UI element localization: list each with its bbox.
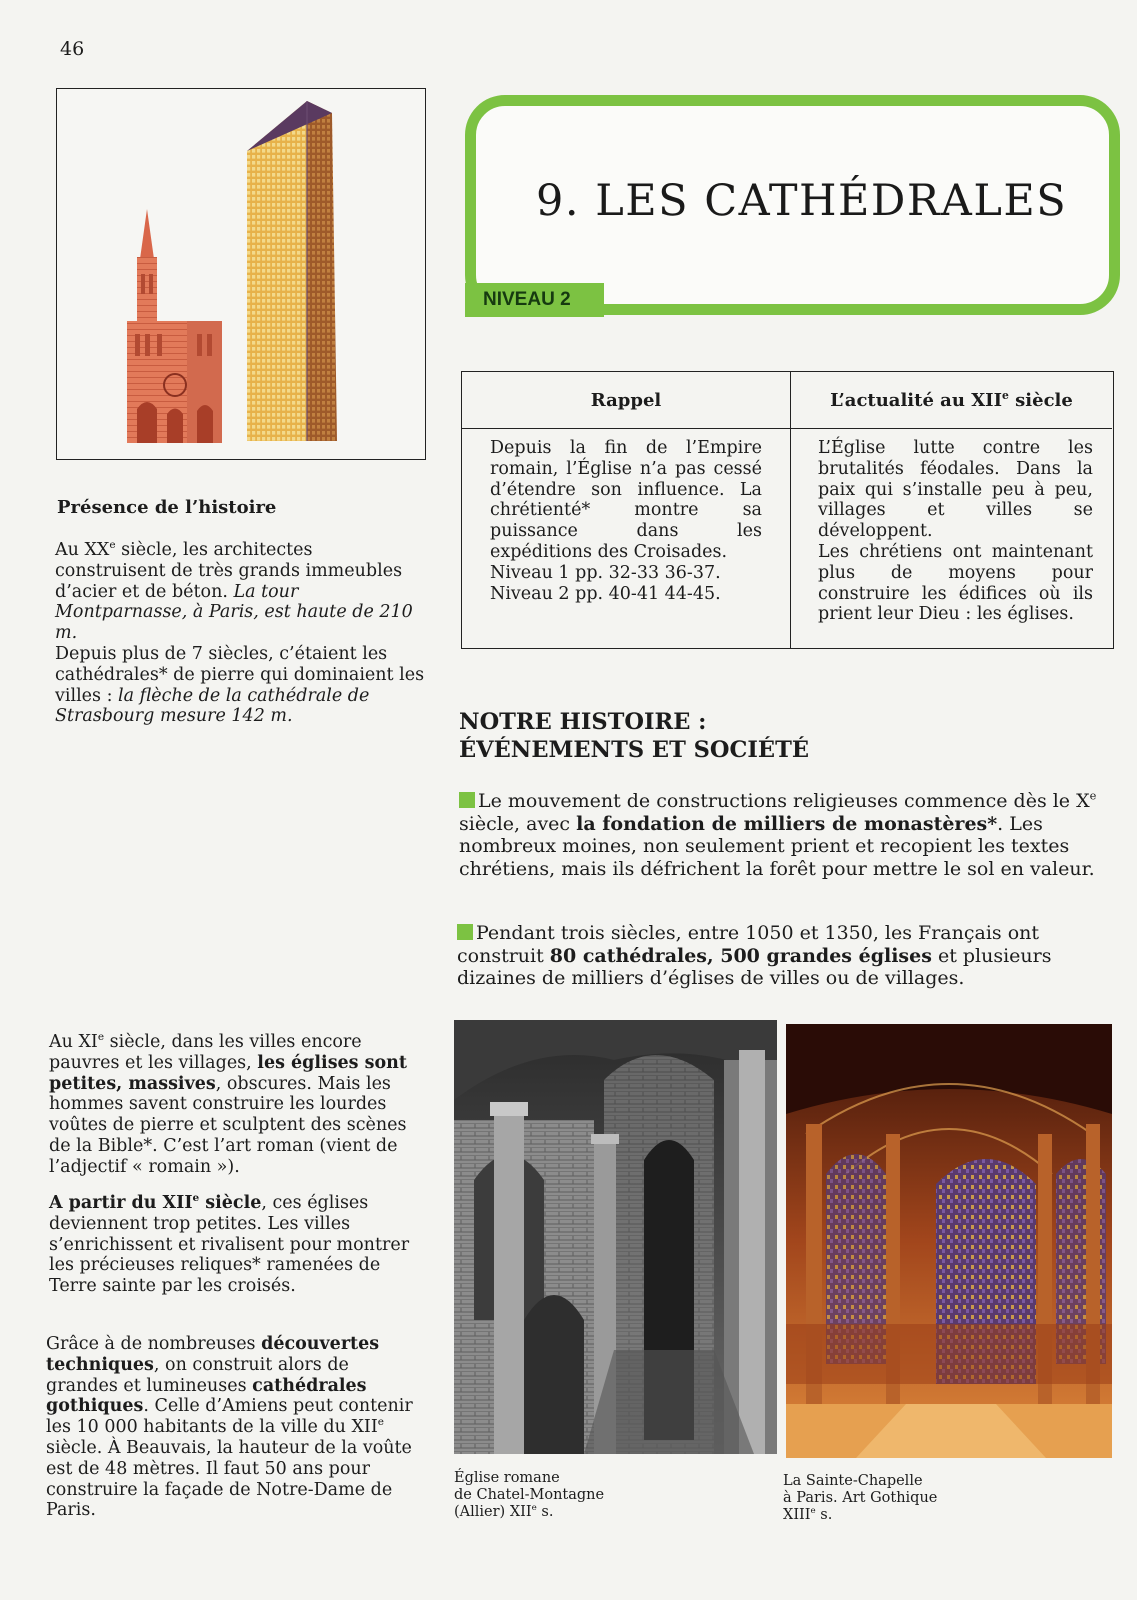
- sainte-chapelle-image: [786, 1024, 1112, 1458]
- photo-eglise-romane: [454, 1020, 777, 1454]
- caption-sainte-chapelle: La Sainte-Chapelle à Paris. Art Gothique XIIIe s.: [783, 1473, 938, 1523]
- histoire-paragraph-2: Pendant trois siècles, entre 1050 et 1350, les Français ont construit 80 cathédrales, 500 grandes églises et plusieurs dizaines de milliers d’églises de villes ou de villages.: [457, 922, 1052, 989]
- illustration-drawing: [57, 89, 425, 459]
- strasbourg-cathedral: [127, 209, 222, 443]
- left-paragraph-xii: A partir du XIIe siècle, ces églises deviennent trop petites. Les villes s’enrichissent et rivalisent pour montrer les précieuses reliques* ramenées de Terre sainte par les croisés.: [49, 1192, 410, 1297]
- montparnasse-tower: [247, 101, 337, 441]
- rappel-header: Rappel: [462, 372, 790, 429]
- rappel-table: [461, 371, 1114, 649]
- chapter-title-box: [465, 95, 1120, 315]
- actualite-cell: L’Église lutte contre les brutalités féodales. Dans la paix qui s’installe peu à peu, villages et villes se développent. Les chrétiens ont maintenant plus de moyens pour construire les édifices où ils prient leur Dieu : les églises.: [818, 438, 1093, 625]
- romanesque-nave-image: [454, 1020, 777, 1454]
- green-bullet-icon: [457, 924, 473, 940]
- left-paragraph-gothic: Grâce à de nombreuses découvertes techniques, on construit alors de grandes et lumineuses cathédrales gothiques. Celle d’Amiens peut contenir les 10 000 habitants de la ville du XIIe siècle. À Beauvais, la hauteur de la voûte est de 48 mètres. Il faut 50 ans pour construire la façade de Notre-Dame de Paris.: [46, 1334, 413, 1521]
- caption-eglise-romane: Église romane de Chatel-Montagne (Allier) XIIe s.: [454, 1470, 605, 1520]
- cathedral-tower-illustration: [56, 88, 426, 460]
- green-bullet-icon: [459, 792, 475, 808]
- photo-sainte-chapelle: [786, 1024, 1112, 1458]
- level-badge: NIVEAU 2: [465, 283, 604, 317]
- rappel-cell: Depuis la fin de l’Empire romain, l’Église n’a pas cessé d’étendre son influence. La chrétienté* montre sa puissance dans les expéditions des Croisades. Niveau 1 pp. 32-33 36-37. Niveau 2 pp. 40-41 44-45.: [490, 438, 762, 604]
- histoire-heading: NOTRE HISTOIRE : ÉVÉNEMENTS ET SOCIÉTÉ: [459, 709, 809, 763]
- left-paragraph-roman: Au XIe siècle, dans les villes encore pauvres et les villages, les églises sont petites, massives, obscures. Mais les hommes savent construire les lourdes voûtes de pierre et sculptent des scènes de la Bible*. C’est l’art roman (vient de l’adjectif « romain »).: [49, 1031, 407, 1177]
- chapter-title: 9. LES CATHÉDRALES: [536, 176, 1068, 226]
- histoire-paragraph-1: Le mouvement de constructions religieuses commence dès le Xe siècle, avec la fondation de milliers de monastères*. Les nombreux moines, non seulement prient et recopient les textes chrétiens, mais ils défrichent la forêt pour mettre le sol en valeur.: [459, 788, 1097, 880]
- table-divider: [790, 429, 791, 648]
- presence-title: Présence de l’histoire: [57, 497, 277, 518]
- actualite-header: L’actualité au XIIe siècle: [790, 372, 1112, 429]
- presence-body: Au XXe siècle, les architectes construisent de très grands immeubles d’acier et de béton. La tour Montparnasse, à Paris, est haute de 210 m. Depuis plus de 7 siècles, c’étaient les cathédrales* de pierre qui dominaient les villes : la flèche de la cathédrale de Strasbourg mesure 142 m.: [55, 539, 425, 727]
- page-number: 46: [60, 38, 85, 60]
